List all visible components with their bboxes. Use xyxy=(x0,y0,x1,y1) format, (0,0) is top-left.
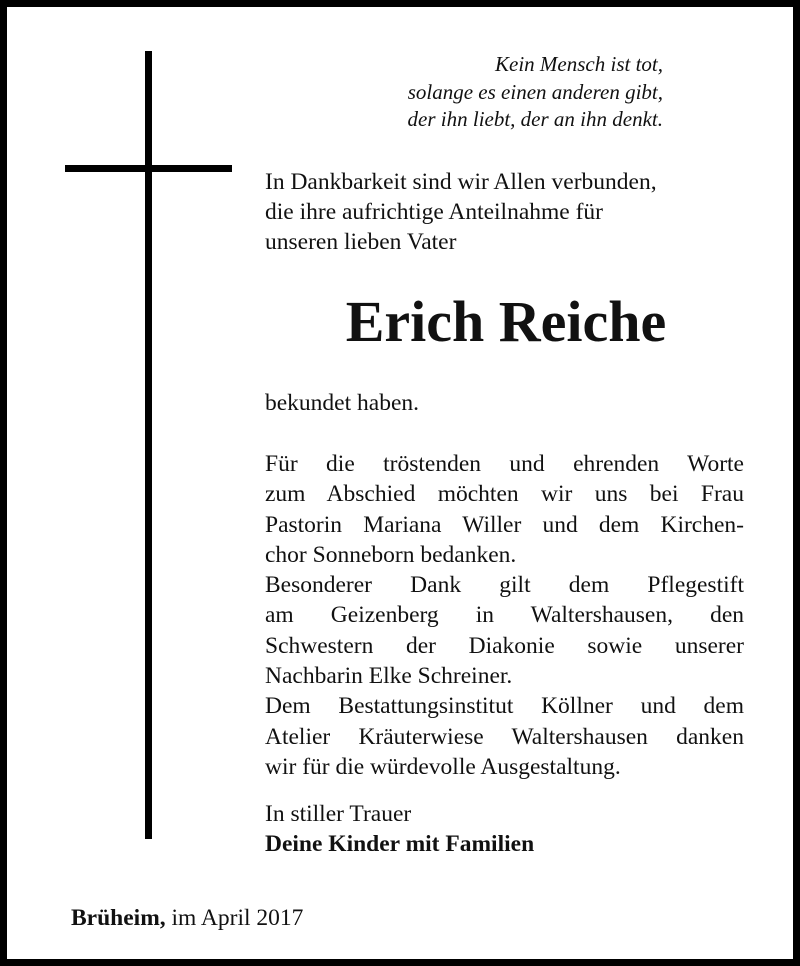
place-date xyxy=(71,903,303,933)
body-line: Pastorin Mariana Willer und dem Kirchen- xyxy=(265,511,744,538)
body-line: Atelier Kräuterwiese Waltershausen danken xyxy=(265,723,744,750)
footer-place: Brüheim, xyxy=(71,905,166,931)
body-line: zum Abschied möchten wir uns bei Frau xyxy=(265,481,744,508)
quote-line: Kein Mensch ist tot, xyxy=(495,52,663,76)
cross-horizontal-bar xyxy=(65,165,232,172)
closing-line: In stiller Trauer xyxy=(265,801,412,827)
quote-line: solange es einen anderen gibt, xyxy=(407,79,663,104)
memorial-quote xyxy=(307,51,663,134)
body-line: Besonderer Dank gilt dem Pflegestift xyxy=(265,572,744,599)
body-line: am Geizenberg in Waltershausen, den xyxy=(265,602,744,629)
after-name-text: bekundet haben. xyxy=(265,390,420,416)
body-line: chor Sonneborn bedanken. xyxy=(265,541,517,568)
body-line: wir für die würdevolle Ausgestaltung. xyxy=(265,753,621,780)
intro-line: unseren lieben Vater xyxy=(265,229,457,255)
closing-block xyxy=(265,799,534,859)
signature: Deine Kinder mit Familien xyxy=(265,831,535,857)
intro-text xyxy=(265,167,747,257)
body-line: Nachbarin Elke Schreiner. xyxy=(265,663,513,690)
body-line: Dem Bestattungsinstitut Köllner und dem xyxy=(265,693,744,720)
intro-line: die ihre aufrichtige Anteilnahme für xyxy=(265,199,604,225)
footer-date: im April 2017 xyxy=(171,905,304,931)
thanks-body xyxy=(265,449,744,782)
body-line: Schwestern der Diakonie sowie unserer xyxy=(265,632,744,659)
body-line: Für die tröstenden und ehrenden Worte xyxy=(265,451,744,477)
deceased-name: Erich Reiche xyxy=(345,289,667,354)
quote-line: der ihn liebt, der an ihn denkt. xyxy=(407,107,663,131)
intro-line: In Dankbarkeit sind wir Allen verbunden, xyxy=(265,169,657,195)
